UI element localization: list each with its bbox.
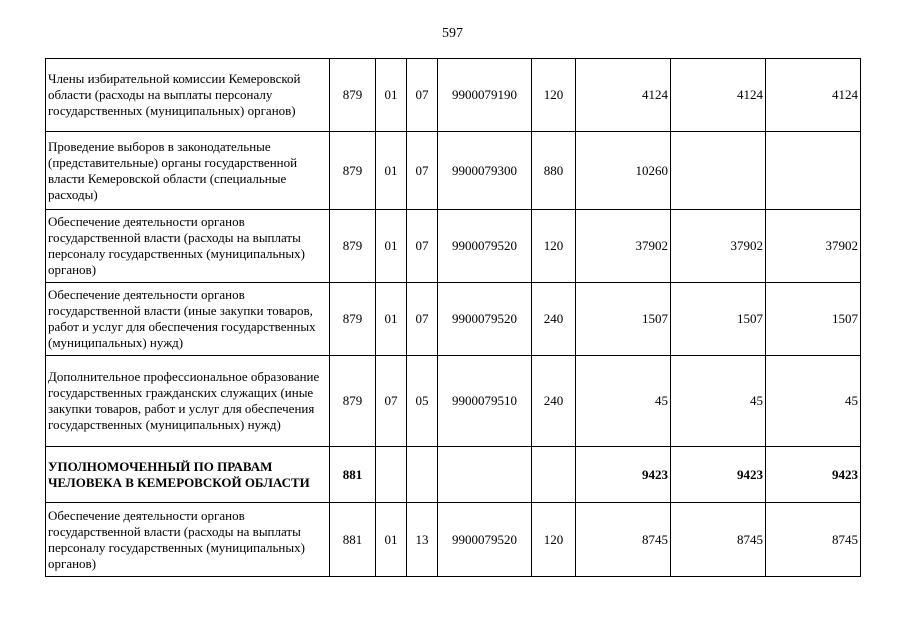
section-code-cell: 07 bbox=[376, 356, 407, 447]
expense-type-cell: 120 bbox=[532, 210, 576, 283]
target-article-cell: 9900079520 bbox=[438, 283, 532, 356]
amount-year2-cell: 4124 bbox=[671, 59, 766, 132]
amount-year3-cell: 37902 bbox=[766, 210, 861, 283]
department-code-cell: 879 bbox=[330, 132, 376, 210]
target-article-cell: 9900079300 bbox=[438, 132, 532, 210]
expense-type-cell bbox=[532, 447, 576, 503]
table-row bbox=[46, 283, 861, 356]
target-article-cell: 9900079190 bbox=[438, 59, 532, 132]
table-row bbox=[46, 132, 861, 210]
subsection-code-cell: 05 bbox=[407, 356, 438, 447]
expense-name-cell: Дополнительное профессиональное образование государственных гражданских служащих (иные закупки товаров, работ и услуг для обеспечения государственных (муниципальных) нужд) bbox=[46, 356, 330, 447]
table-row bbox=[46, 356, 861, 447]
table-row bbox=[46, 59, 861, 132]
target-article-cell: 9900079520 bbox=[438, 503, 532, 577]
budget-table bbox=[45, 58, 861, 577]
table-row bbox=[46, 210, 861, 283]
section-code-cell: 01 bbox=[376, 283, 407, 356]
target-article-cell bbox=[438, 447, 532, 503]
section-code-cell: 01 bbox=[376, 210, 407, 283]
amount-year2-cell: 45 bbox=[671, 356, 766, 447]
subsection-code-cell: 07 bbox=[407, 132, 438, 210]
amount-year1-cell: 1507 bbox=[576, 283, 671, 356]
department-code-cell: 879 bbox=[330, 59, 376, 132]
subsection-code-cell: 07 bbox=[407, 59, 438, 132]
amount-year3-cell: 4124 bbox=[766, 59, 861, 132]
expense-type-cell: 120 bbox=[532, 59, 576, 132]
department-code-cell: 881 bbox=[330, 447, 376, 503]
expense-name-cell: Обеспечение деятельности органов государственной власти (расходы на выплаты персоналу государственных (муниципальных) органов) bbox=[46, 503, 330, 577]
section-code-cell: 01 bbox=[376, 59, 407, 132]
amount-year2-cell: 8745 bbox=[671, 503, 766, 577]
expense-type-cell: 240 bbox=[532, 283, 576, 356]
target-article-cell: 9900079510 bbox=[438, 356, 532, 447]
amount-year1-cell: 45 bbox=[576, 356, 671, 447]
amount-year3-cell: 9423 bbox=[766, 447, 861, 503]
expense-name-cell: Обеспечение деятельности органов государственной власти (расходы на выплаты персоналу государственных (муниципальных) органов) bbox=[46, 210, 330, 283]
subsection-code-cell: 07 bbox=[407, 283, 438, 356]
section-code-cell: 01 bbox=[376, 503, 407, 577]
department-code-cell: 879 bbox=[330, 283, 376, 356]
amount-year1-cell: 9423 bbox=[576, 447, 671, 503]
amount-year1-cell: 4124 bbox=[576, 59, 671, 132]
expense-type-cell: 240 bbox=[532, 356, 576, 447]
amount-year2-cell: 9423 bbox=[671, 447, 766, 503]
expense-name-cell: Обеспечение деятельности органов государственной власти (иные закупки товаров, работ и услуг для обеспечения государственных (муниципальных) нужд) bbox=[46, 283, 330, 356]
amount-year2-cell bbox=[671, 132, 766, 210]
amount-year1-cell: 8745 bbox=[576, 503, 671, 577]
expense-type-cell: 880 bbox=[532, 132, 576, 210]
amount-year3-cell: 1507 bbox=[766, 283, 861, 356]
department-code-cell: 879 bbox=[330, 356, 376, 447]
amount-year3-cell bbox=[766, 132, 861, 210]
expense-type-cell: 120 bbox=[532, 503, 576, 577]
subsection-code-cell: 13 bbox=[407, 503, 438, 577]
department-code-cell: 881 bbox=[330, 503, 376, 577]
amount-year1-cell: 10260 bbox=[576, 132, 671, 210]
amount-year3-cell: 45 bbox=[766, 356, 861, 447]
target-article-cell: 9900079520 bbox=[438, 210, 532, 283]
subsection-code-cell bbox=[407, 447, 438, 503]
amount-year2-cell: 37902 bbox=[671, 210, 766, 283]
page-number: 597 bbox=[442, 26, 463, 41]
section-code-cell: 01 bbox=[376, 132, 407, 210]
section-code-cell bbox=[376, 447, 407, 503]
expense-name-cell: Члены избирательной комиссии Кемеровской области (расходы на выплаты персоналу государственных (муниципальных) органов) bbox=[46, 59, 330, 132]
subsection-code-cell: 07 bbox=[407, 210, 438, 283]
department-code-cell: 879 bbox=[330, 210, 376, 283]
amount-year3-cell: 8745 bbox=[766, 503, 861, 577]
amount-year1-cell: 37902 bbox=[576, 210, 671, 283]
table-row bbox=[46, 503, 861, 577]
amount-year2-cell: 1507 bbox=[671, 283, 766, 356]
expense-name-cell: УПОЛНОМОЧЕННЫЙ ПО ПРАВАМ ЧЕЛОВЕКА В КЕМЕРОВСКОЙ ОБЛАСТИ bbox=[46, 447, 330, 503]
table-row bbox=[46, 447, 861, 503]
expense-name-cell: Проведение выборов в законодательные (представительные) органы государственной власти Кемеровской области (специальные расходы) bbox=[46, 132, 330, 210]
